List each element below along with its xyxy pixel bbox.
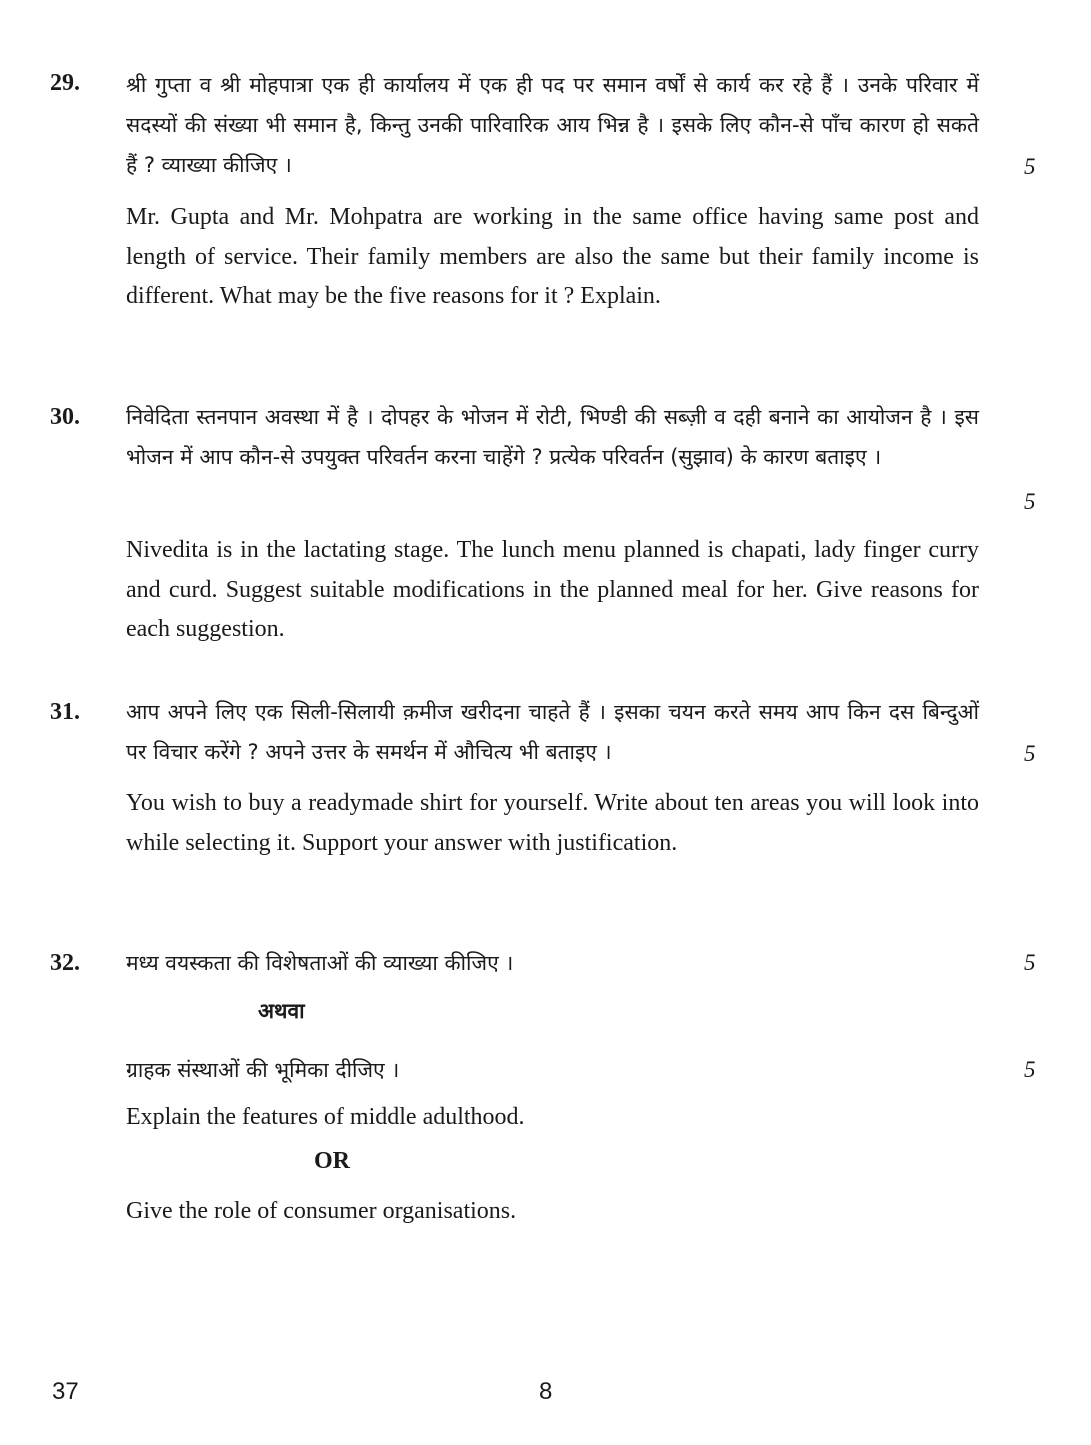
page-number: 8 xyxy=(539,1378,553,1405)
question-text-english: You wish to buy a readymade shirt for yourself. Write about ten areas you will look into while selecting it. Support your answer with justification. xyxy=(126,790,979,856)
question-number: 29. xyxy=(50,70,80,96)
question-text-english: Nivedita is in the lactating stage. The lunch menu planned is chapati, lady finger curry and curd. Suggest suitable modifications in the planned meal for her. Give reasons for each suggestion. xyxy=(126,537,979,642)
marks: 5 xyxy=(1024,950,1036,975)
marks: 5 xyxy=(1024,489,1036,514)
question-text-english: Explain the features of middle adulthood. xyxy=(126,1104,525,1130)
alternative-question-hindi: ग्राहक संस्थाओं की भूमिका दीजिए । xyxy=(126,1058,400,1082)
question-text-hindi: मध्य वयस्कता की विशेषताओं की व्याख्या कीजिए । xyxy=(126,951,514,975)
question-text-hindi: श्री गुप्ता व श्री मोहपात्रा एक ही कार्यालय में एक ही पद पर समान वर्षों से कार्य कर रहे हैं । उनके परिवार में सदस्यों की संख्या भी समान है, किन्तु उनकी पारिवारिक आय भिन्न है । इसके लिए कौन-से पाँच कारण हो सकते हैं ? व्याख्या कीजिए । xyxy=(126,73,979,177)
alternative-marks: 5 xyxy=(1024,1057,1036,1082)
marks: 5 xyxy=(1024,154,1036,179)
or-separator-english: OR xyxy=(314,1148,350,1174)
question-text-english: Mr. Gupta and Mr. Mohpatra are working in the same office having same post and length of service. Their family members are also the same but their family income is different. What may be the five reasons for it ? Explain. xyxy=(126,204,979,309)
or-separator-hindi: अथवा xyxy=(258,999,305,1023)
question-number: 32. xyxy=(50,950,80,976)
marks: 5 xyxy=(1024,741,1036,766)
question-number: 31. xyxy=(50,699,80,725)
question-text-hindi: निवेदिता स्तनपान अवस्था में है । दोपहर के भोजन में रोटी, भिण्डी की सब्ज़ी व दही बनाने का आयोजन है । इस भोजन में आप कौन-से उपयुक्त परिवर्तन करना चाहेंगे ? प्रत्येक परिवर्तन (सुझाव) के कारण बताइए । xyxy=(126,405,979,469)
alternative-question-english: Give the role of consumer organisations. xyxy=(126,1198,517,1224)
question-number: 30. xyxy=(50,404,80,430)
question-text-hindi: आप अपने लिए एक सिली-सिलायी क़मीज खरीदना चाहते हैं । इसका चयन करते समय आप किन दस बिन्दुओं पर विचार करेंगे ? अपने उत्तर के समर्थन में औचित्य भी बताइए । xyxy=(126,700,979,764)
paper-code: 37 xyxy=(52,1378,79,1405)
